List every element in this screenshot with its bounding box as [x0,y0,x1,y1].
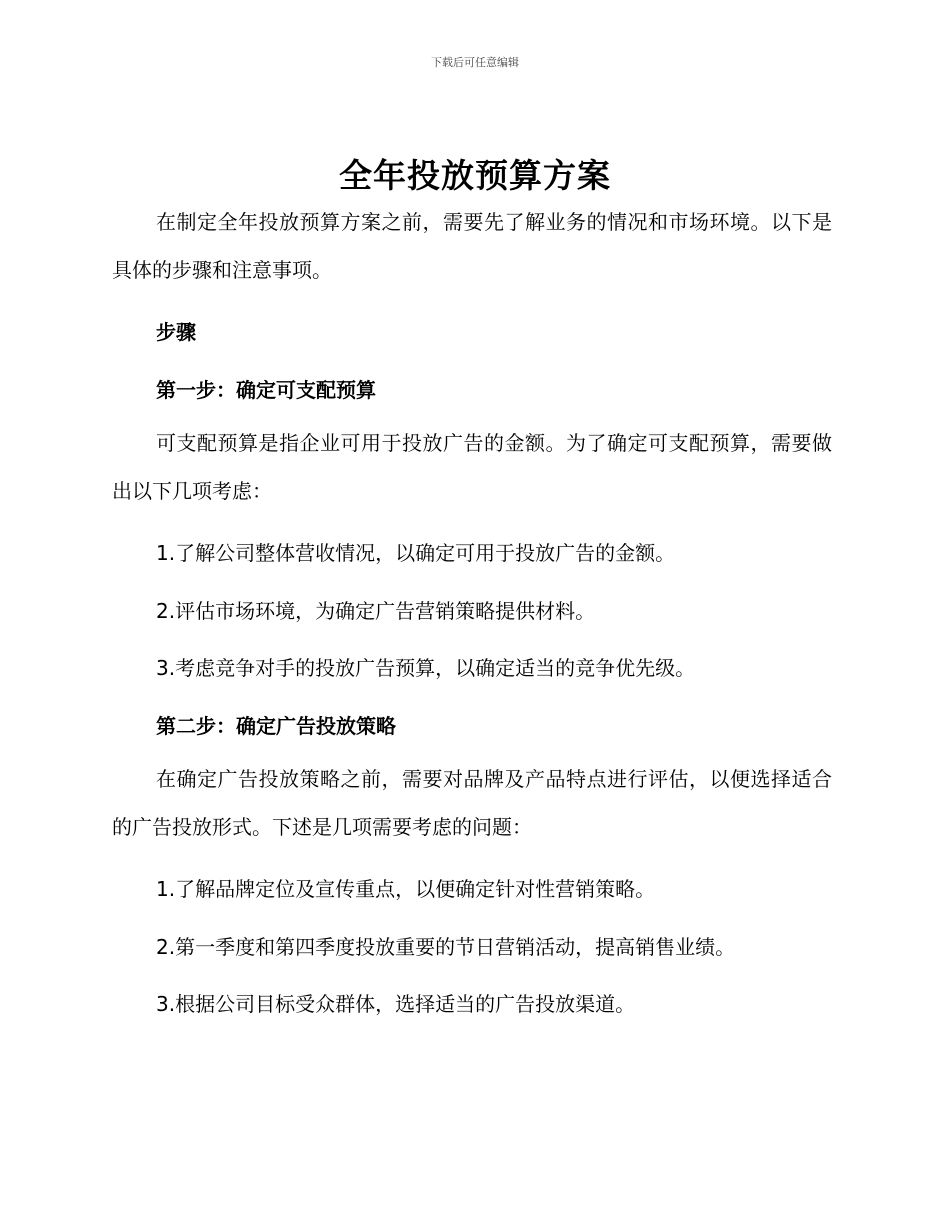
steps-heading: 步骤 [156,320,196,344]
step1-heading: 第一步：确定可支配预算 [156,377,376,402]
step2-heading: 第二步：确定广告投放策略 [156,713,396,738]
step2-list-item-1: 1.了解品牌定位及宣传重点，以便确定针对性营销策略。 [156,877,656,901]
step1-list-item-3: 3.考虑竞争对手的投放广告预算，以确定适当的竞争优先级。 [156,656,696,680]
step2-list-item-3: 3.根据公司目标受众群体，选择适当的广告投放渠道。 [156,992,636,1016]
step2-list-item-2: 2.第一季度和第四季度投放重要的节日营销活动，提高销售业绩。 [156,934,736,959]
page-header-note: 下载后可任意编辑 [431,56,519,69]
step1-list-item-1: 1.了解公司整体营收情况，以确定可用于投放广告的金额。 [156,541,676,565]
intro-paragraph: 在制定全年投放预算方案之前，需要先了解业务的情况和市场环境。以下是具体的步骤和注意事项。 [112,210,832,282]
step1-list-item-2: 2.评估市场环境，为确定广告营销策略提供材料。 [156,598,596,623]
document-body [112,198,832,1034]
step1-paragraph: 可支配预算是指企业可用于投放广告的金额。为了确定可支配预算，需要做出以下几项考虑： [112,431,832,503]
step2-paragraph: 在确定广告投放策略之前，需要对品牌及产品特点进行评估，以便选择适合的广告投放形式。下述是几项需要考虑的问题： [112,767,832,839]
document-title: 全年投放预算方案 [339,156,611,195]
